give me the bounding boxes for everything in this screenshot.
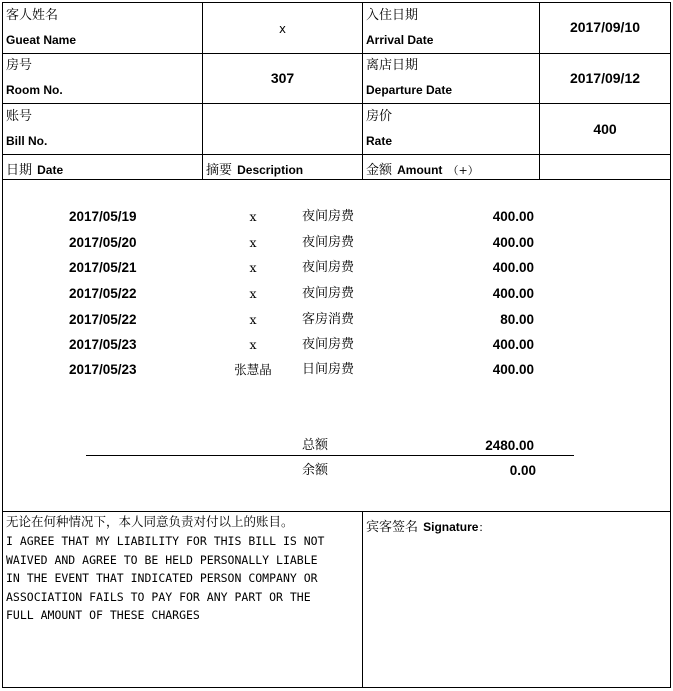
entry-mark: x: [249, 312, 257, 327]
entry-date: 2017/05/23: [69, 362, 137, 377]
divider-col-2: [362, 3, 363, 179]
entry-type: 夜间房费: [302, 286, 355, 301]
agreement-text-cn: 无论在何种情况下，本人同意负责对付以上的账目。: [6, 514, 294, 529]
description-header-cn: 摘要: [206, 163, 233, 178]
room-no-value: 307: [270, 70, 295, 86]
hotel-bill: [2, 2, 671, 688]
column-header-amount: [366, 159, 479, 179]
total-row: [3, 435, 672, 457]
entry-mark: x: [249, 209, 257, 224]
divider-row-3: [3, 154, 670, 155]
entry-mark: x: [249, 337, 257, 352]
amount-header-cn: 金额: [366, 163, 393, 178]
total-value: 2480.00: [485, 438, 534, 453]
guest-name-value: x: [278, 22, 287, 36]
signature-colon: ：: [478, 521, 490, 534]
agreement-line: WAIVED AND AGREE TO BE HELD PERSONALLY LIABLE: [6, 553, 318, 567]
agreement-line: I AGREE THAT MY LIABILITY FOR THIS BILL IS NOT: [6, 534, 325, 548]
divider-column-header: [3, 179, 670, 180]
signature-label-cn: 宾客签名: [366, 520, 419, 535]
divider-footer-col: [362, 511, 363, 687]
amount-header-suffix: （+）: [447, 164, 479, 177]
divider-row-2: [3, 103, 670, 104]
rate-value: 400: [593, 121, 617, 137]
bill-no-label-cn: 账号: [6, 109, 33, 124]
entry-date: 2017/05/22: [69, 286, 137, 301]
balance-label: 余额: [302, 463, 329, 478]
signature-label: [366, 516, 489, 536]
entry-amount: 400.00: [492, 260, 534, 275]
entry-row: [3, 232, 672, 254]
entry-mark: x: [249, 260, 257, 275]
entry-type: 夜间房费: [302, 337, 355, 352]
entry-row: [3, 206, 672, 228]
date-header-en: Date: [37, 163, 64, 177]
entry-row: [3, 359, 672, 381]
amount-header-en: Amount: [397, 163, 443, 177]
entry-date: 2017/05/21: [69, 260, 137, 275]
column-header-description: [206, 159, 303, 179]
entry-row: [3, 283, 672, 305]
entry-date: 2017/05/22: [69, 312, 137, 327]
entry-mark: 张慧晶: [234, 362, 272, 377]
agreement-line: FULL AMOUNT OF THESE CHARGES: [6, 608, 200, 622]
description-header-en: Description: [237, 163, 304, 177]
departure-date-value: 2017/09/12: [569, 70, 641, 86]
entry-amount: 400.00: [492, 235, 534, 250]
entry-row: [3, 257, 672, 279]
divider-footer: [3, 511, 670, 512]
guest-name-label-en: Gueat Name: [6, 33, 77, 47]
guest-name-label-cn: 客人姓名: [6, 8, 59, 23]
room-no-label-cn: 房号: [6, 58, 33, 73]
room-no-label-en: Room No.: [6, 83, 63, 97]
rate-label-en: Rate: [366, 134, 393, 148]
entry-mark: x: [249, 235, 257, 250]
rate-label-cn: 房价: [366, 109, 393, 124]
entry-date: 2017/05/20: [69, 235, 137, 250]
departure-date-label-en: Departure Date: [366, 83, 453, 97]
entry-mark: x: [249, 286, 257, 301]
entry-amount: 80.00: [500, 312, 534, 327]
departure-date-label-cn: 离店日期: [366, 58, 419, 73]
entry-type: 夜间房费: [302, 209, 355, 224]
arrival-date-label-cn: 入住日期: [366, 8, 419, 23]
entry-amount: 400.00: [492, 209, 534, 224]
entry-type: 日间房费: [302, 362, 355, 377]
bill-no-label-en: Bill No.: [6, 134, 48, 148]
column-header-date: [6, 159, 63, 179]
signature-label-en: Signature: [423, 520, 479, 534]
agreement-line: IN THE EVENT THAT INDICATED PERSON COMPANY OR: [6, 571, 318, 585]
signature-area[interactable]: [365, 538, 667, 684]
arrival-date-value: 2017/09/10: [569, 19, 641, 35]
entry-amount: 400.00: [492, 337, 534, 352]
entry-date: 2017/05/23: [69, 337, 137, 352]
divider-row-1: [3, 53, 670, 54]
balance-row: [3, 460, 672, 482]
agreement-line: ASSOCIATION FAILS TO PAY FOR ANY PART OR THE: [6, 590, 311, 604]
entry-type: 客房消费: [302, 312, 355, 327]
date-header-cn: 日期: [6, 163, 33, 178]
entry-date: 2017/05/19: [69, 209, 137, 224]
entry-type: 夜间房费: [302, 235, 355, 250]
entry-amount: 400.00: [492, 286, 534, 301]
total-label: 总额: [302, 438, 329, 453]
entry-amount: 400.00: [492, 362, 534, 377]
entry-row: [3, 309, 672, 331]
entry-row: [3, 334, 672, 356]
entry-type: 夜间房费: [302, 260, 355, 275]
balance-value: 0.00: [509, 463, 536, 478]
arrival-date-label-en: Arrival Date: [366, 33, 434, 47]
